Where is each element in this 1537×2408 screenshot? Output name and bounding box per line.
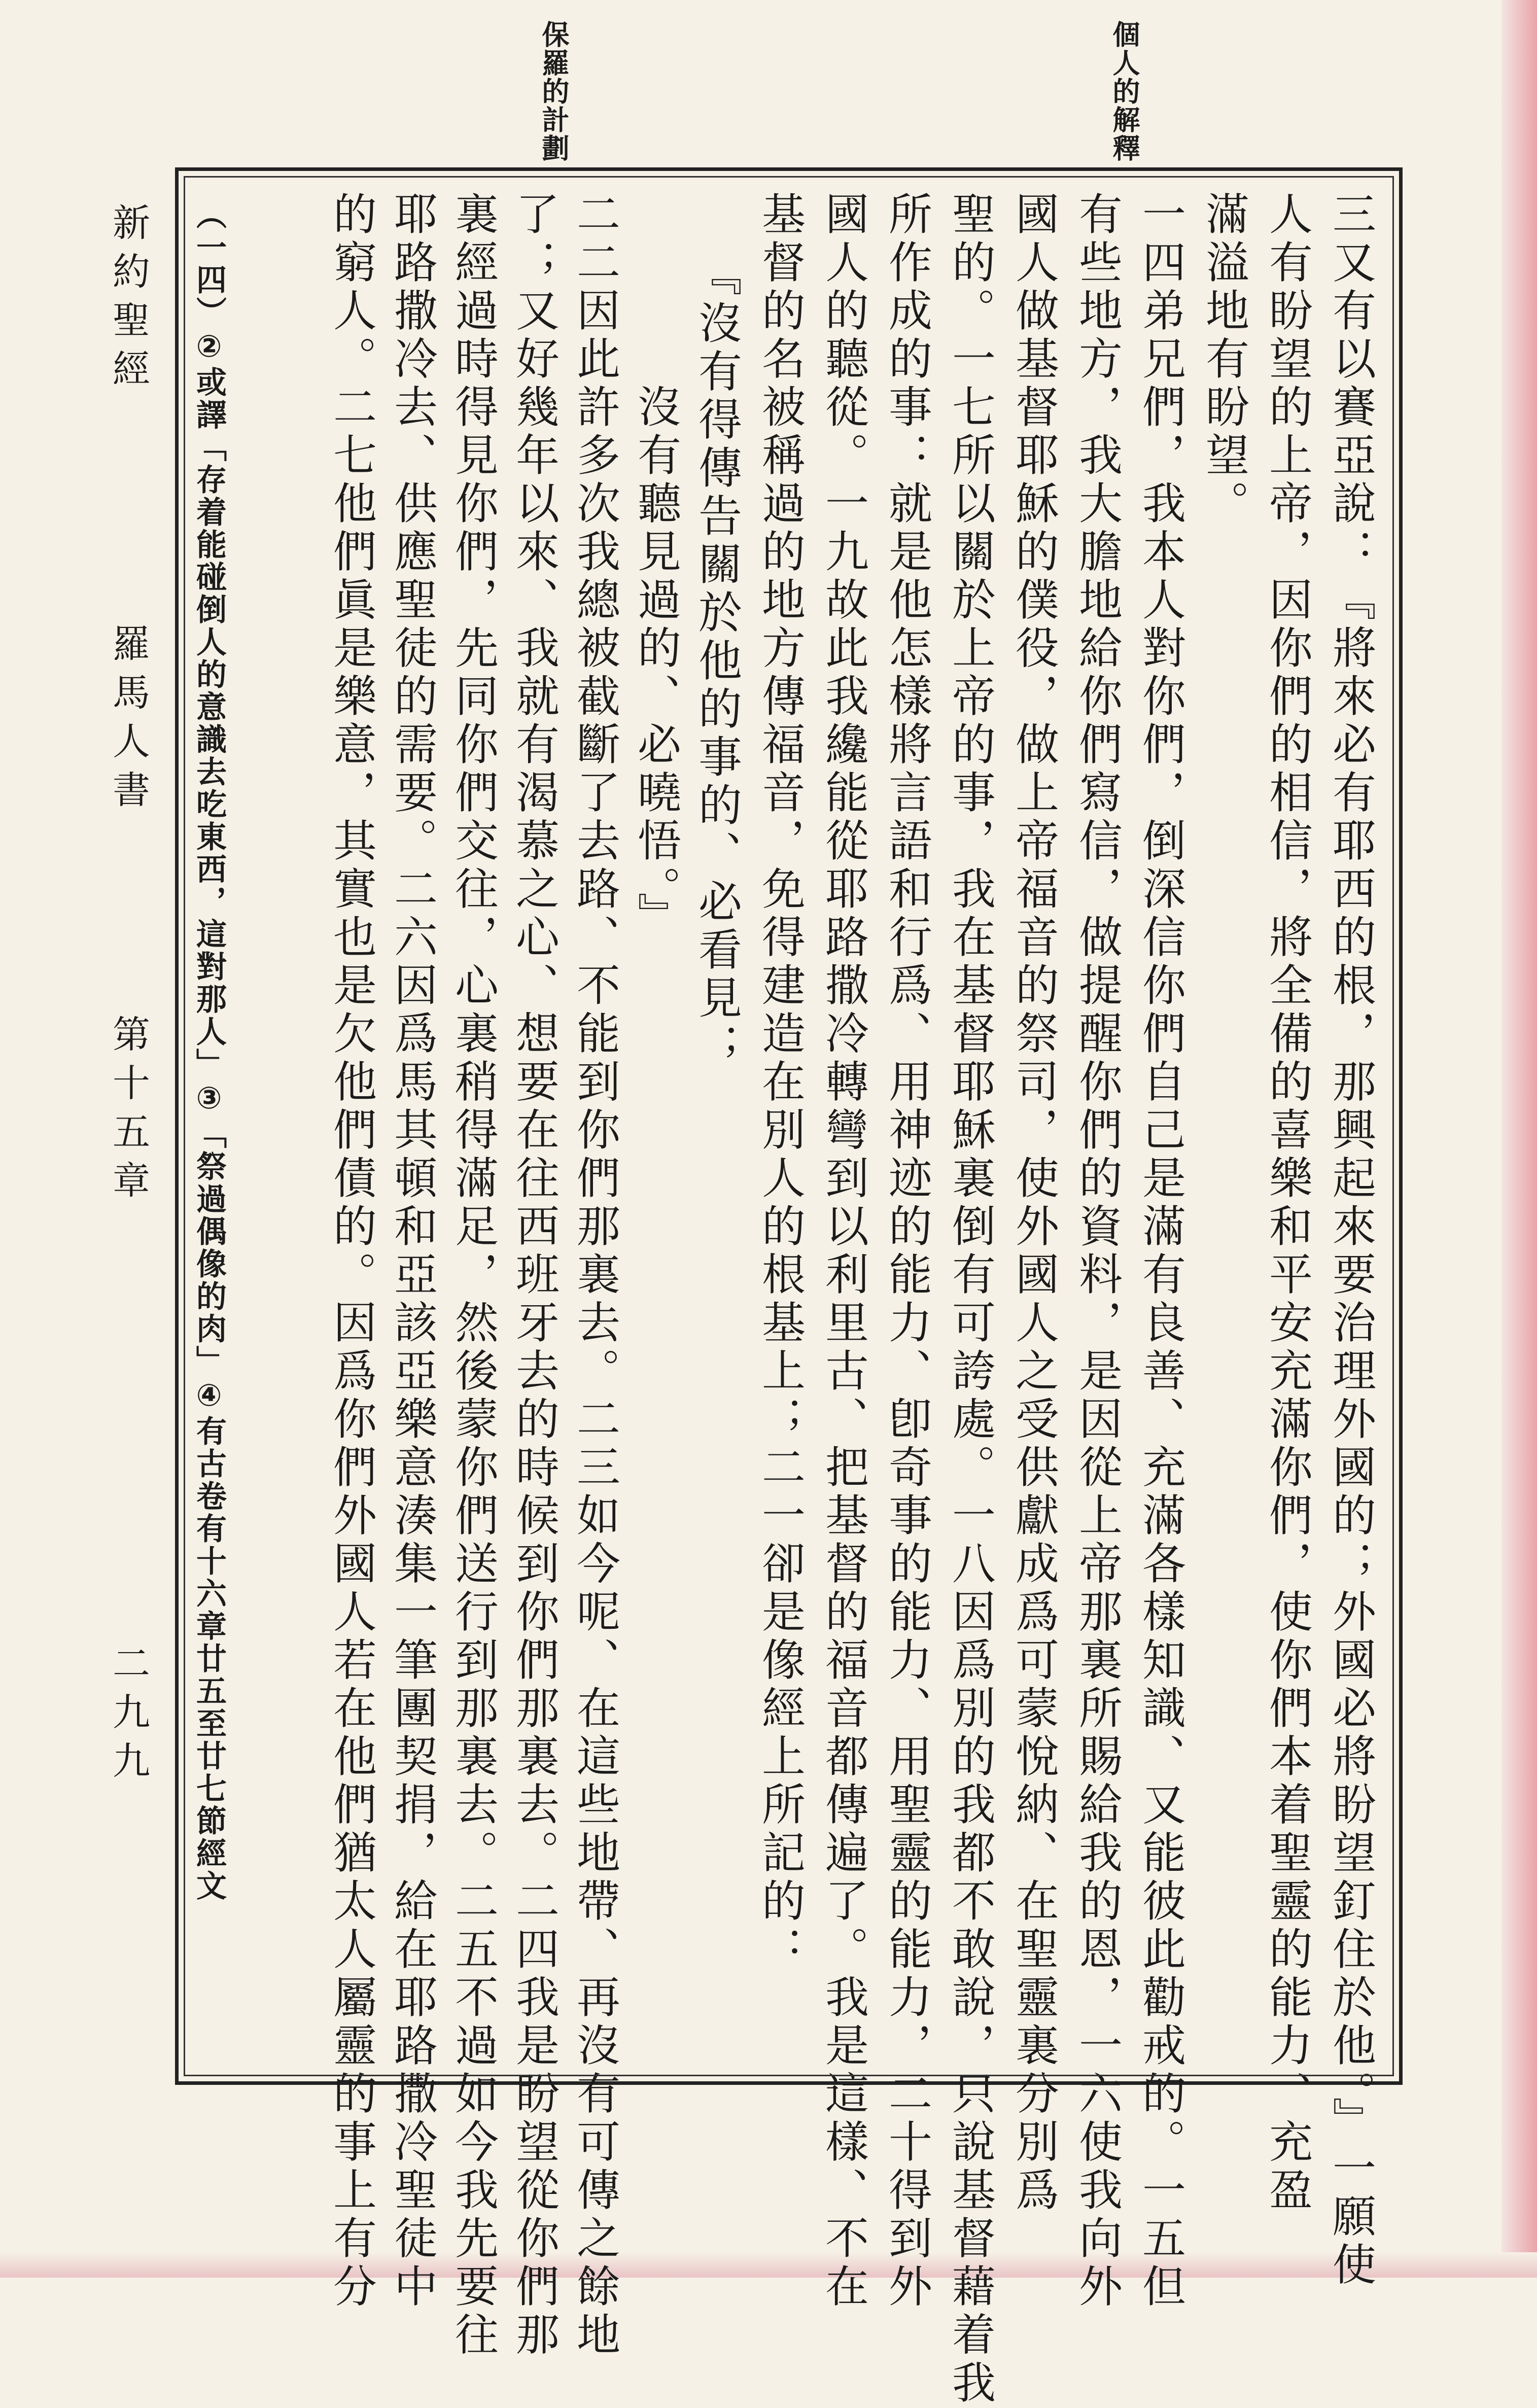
chapter-label: 第十五章 <box>107 1015 150 1209</box>
text-column-6: 國人做基督耶穌的僕役，做上帝福音的祭司，使外國人之受供獻成爲可蒙悅納、在聖靈裏分別爲 <box>1008 191 1059 2215</box>
text-column-3: 滿溢地有盼望。 <box>1198 191 1249 529</box>
book-title: 新約聖經 <box>107 203 150 398</box>
text-column-4: 一四弟兄們，我本人對你們，倒深信你們自己是滿有良善、充滿各樣知識、又能彼此勸戒的。一五但 <box>1135 191 1185 2312</box>
text-column-2: 人有盼望的上帝，因你們的相信，將全備的喜樂和平安充滿你們，使你們本着聖靈的能力、充盈 <box>1262 191 1312 2215</box>
footnote: （一四）②或譯「存着能碰倒人的意識去吃東西，這對那人」③「祭過偶像的肉」④有古卷有十六章廿五至廿七節經文 <box>191 199 227 1902</box>
side-note-personal-explanation: 個人的解釋 <box>1108 20 1140 162</box>
text-column-14: 了；又好幾年以來、我就有渴慕之心、想要在往西班牙去的時候到你們那裏去。二四我是盼望從你們那 <box>508 191 559 2360</box>
text-column-17: 的窮人。二七他們眞是樂意，其實也是欠他們債的。因爲你們外國人若在他們猶太人屬靈的事上有分 <box>326 191 376 2312</box>
main-text-frame <box>175 167 1403 2408</box>
side-note-paul-plan: 保羅的計劃 <box>538 20 570 162</box>
text-column-15: 裏經過時得見你們，先同你們交往，心裏稍得滿足，然後蒙你們送行到那裏去。二五不過如今我先要往 <box>447 191 498 2360</box>
text-column-9: 國人的聽從。一九故此我纔能從耶路撒冷轉彎到以利里古、把基督的福音都傳遍了。我是這樣、不在 <box>818 191 868 2312</box>
page-edge-bottom <box>0 2252 1537 2278</box>
text-column-10: 基督的名被稱過的地方傳福音，免得建造在別人的根基上；二一卻是像經上所記的： <box>754 191 805 1974</box>
page-number: 二九九 <box>107 1644 150 1790</box>
chapter-book: 羅馬人書 <box>107 624 150 819</box>
text-column-13: 二二因此許多次我總被截斷了去路、不能到你們那裏去。二三如今呢、在這些地帶、再沒有可傳之餘地 <box>569 191 620 2360</box>
text-column-5: 有些地方，我大膽地給你們寫信，做提醒你們的資料，是因從上帝那裏所賜給我的恩，一六使我向外 <box>1071 191 1122 2312</box>
text-column-12-quote: 沒有聽見過的、必曉悟。』 <box>630 384 681 940</box>
page-edge-right <box>1501 0 1537 2278</box>
text-column-11-quote: 『沒有得傳告關於他的事的、必看見； <box>691 252 742 1071</box>
text-column-1: 三又有以賽亞說：『將來必有耶西的根，那興起來要治理外國的；外國必將盼望釘住於他。』一願使 <box>1325 191 1376 2290</box>
text-column-8: 所作成的事：就是他怎樣將言語和行爲、用神迹的能力、卽奇事的能力、用聖靈的能力，二十得到外 <box>881 191 932 2312</box>
text-column-7: 聖的。一七所以關於上帝的事，我在基督耶穌裏倒有可誇處。一八因爲別的我都不敢說，只說基督藉着我 <box>945 191 995 2408</box>
text-column-16: 耶路撒冷去、供應聖徒的需要。二六因爲馬其頓和亞該亞樂意湊集一筆團契捐，給在耶路撒冷聖徒中 <box>387 191 437 2312</box>
